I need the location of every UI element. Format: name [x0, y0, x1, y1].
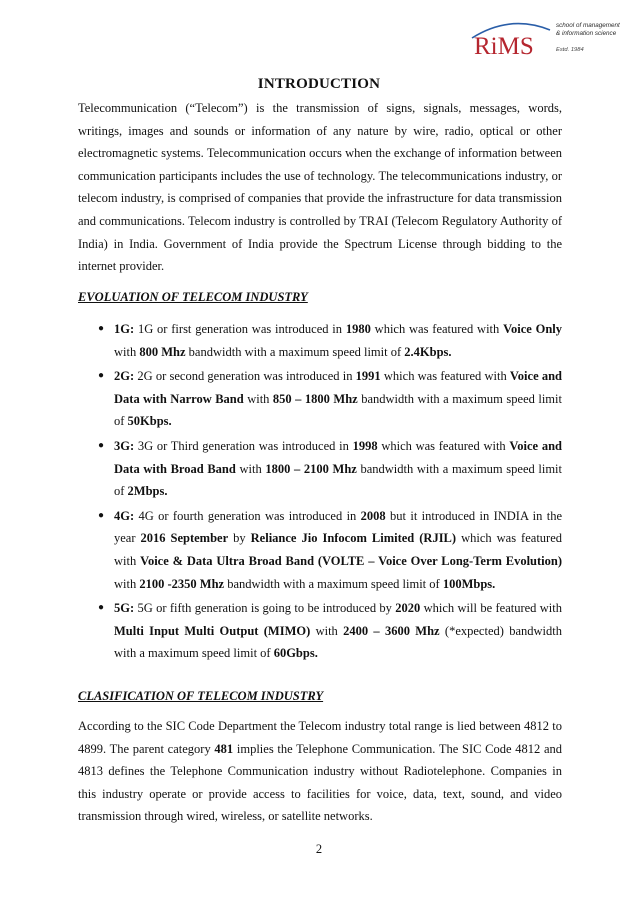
bandwidth: 850 – 1800 Mhz [272, 391, 358, 406]
text-run: According to the SIC Code Department the Telecom industry total range is lied between 4812 to 4899. The parent category [78, 719, 562, 756]
text-run: with [114, 576, 140, 591]
speed: 60Gbps. [273, 646, 318, 661]
year: 1980 [345, 322, 371, 336]
text-run: bandwidth with a maximum speed limit of [185, 344, 405, 359]
list-item-3g [98, 435, 562, 503]
text-run: 4G or fourth generation was introduced in [134, 508, 361, 523]
text-run: with [243, 391, 273, 406]
text-run: 3G or Third generation was introduced in [134, 438, 353, 453]
launch-date: 2016 September [140, 531, 229, 546]
page-title: INTRODUCTION [257, 76, 381, 92]
generation-label: 1G: [114, 322, 135, 336]
sic-code: 481 [214, 741, 234, 756]
text-run: by [228, 531, 251, 546]
generation-label: 5G: [114, 601, 135, 616]
bullet-icon: ● [98, 602, 105, 614]
logo-established: Estd. 1984 [556, 47, 584, 53]
text-run: 1G or first generation was introduced in [134, 322, 346, 336]
year: 2008 [360, 508, 386, 523]
text-run: bandwidth with a maximum speed limit of [114, 391, 562, 429]
text-run: but it introduced in INDIA in the year [114, 508, 563, 546]
speed: 2Mbps. [127, 484, 168, 499]
year: 1998 [352, 438, 378, 453]
list-item-1g [98, 318, 562, 363]
generation-label: 4G: [114, 508, 135, 523]
logo-brand-text: RiMS [474, 33, 534, 60]
text-run: 5G or fifth generation is going to be introduced by [134, 601, 396, 616]
logo-tagline-line-1: school of management [556, 22, 620, 29]
feature: Voice and Data with Narrow Band [114, 369, 562, 406]
text-run: with [310, 623, 344, 638]
text-run: implies the Telephone Communication. The SIC Code 4812 and 4813 defines the Telephone Communication industry without Radiotelephone. Companies in this industry operate or provide access to facilities for voice, data, text, sound, and video transmission through wired, wireless, or satellite networks. [78, 741, 562, 824]
text-run: (*expected) bandwidth with a maximum speed limit of [114, 623, 562, 661]
year: 1991 [355, 369, 381, 384]
text-run: which was featured with [380, 369, 510, 384]
rims-logo [470, 16, 620, 60]
classification-paragraph [78, 715, 562, 828]
generation-label: 3G: [114, 438, 135, 453]
classification-heading: CLASIFICATION OF TELECOM INDUSTRY [78, 689, 324, 703]
feature: Multi Input Multi Output (MIMO) [114, 623, 311, 638]
text-run: which was featured with [377, 438, 510, 453]
generation-list [98, 318, 562, 667]
page-number: 2 [315, 842, 323, 856]
bandwidth: 1800 – 2100 Mhz [265, 461, 357, 476]
year: 2020 [395, 601, 421, 616]
text-run: bandwidth with a maximum speed limit of [114, 461, 562, 499]
text-run: which was featured with [370, 322, 504, 336]
bullet-icon: ● [98, 509, 105, 521]
feature: Voice and Data with Broad Band [114, 438, 562, 476]
feature: Voice Only [503, 322, 563, 336]
text-run: which will be featured with [420, 601, 563, 616]
bandwidth: 2400 – 3600 Mhz [343, 623, 440, 638]
text-run: with [114, 344, 140, 359]
text-run: 2G or second generation was introduced in [134, 369, 356, 384]
speed: 50Kbps. [127, 414, 172, 429]
logo-tagline-line-2: & information science [556, 29, 617, 37]
bullet-icon: ● [98, 370, 105, 382]
text-run: with [235, 461, 266, 476]
feature: Voice & Data Ultra Broad Band (VOLTE – Voice Over Long-Term Evolution) [140, 553, 562, 568]
bullet-icon: ● [98, 323, 105, 334]
text-run: bandwidth with a maximum speed limit of [224, 576, 443, 591]
rims-logo-mark [470, 16, 552, 60]
text-run: which was featured with [114, 531, 562, 568]
list-item-5g [98, 597, 562, 665]
evolution-heading: EVOLUATION OF TELECOM INDUSTRY [78, 290, 308, 304]
bullet-icon: ● [98, 439, 105, 451]
intro-paragraph: Telecommunication (“Telecom”) is the transmission of signs, signals, messages, words, writings, images and sounds or information of any nature by wire, radio, optical or other electromagnetic systems. Telecommunication occurs when the exchange of information between communication participants includes the use of technology. The telecommunications industry, or telecom industry, is comprised of companies that provide the infrastructure for data transmission and communications. Telecom industry is controlled by TRAI (Telecom Regulatory Authority of India) in India. Government of India provide the Spectrum License through bidding to the internet provider. [78, 101, 562, 274]
speed: 100Mbps. [442, 576, 496, 591]
list-item-2g [98, 365, 562, 433]
bandwidth: 2100 -2350 Mhz [139, 576, 225, 591]
provider: Reliance Jio Infocom Limited (RJIL) [250, 531, 457, 546]
bandwidth: 800 Mhz [139, 344, 186, 359]
list-item-4g [98, 505, 562, 595]
logo-tagline [556, 22, 620, 37]
generation-label: 2G: [114, 369, 135, 384]
speed: 2.4Kbps. [404, 344, 452, 359]
